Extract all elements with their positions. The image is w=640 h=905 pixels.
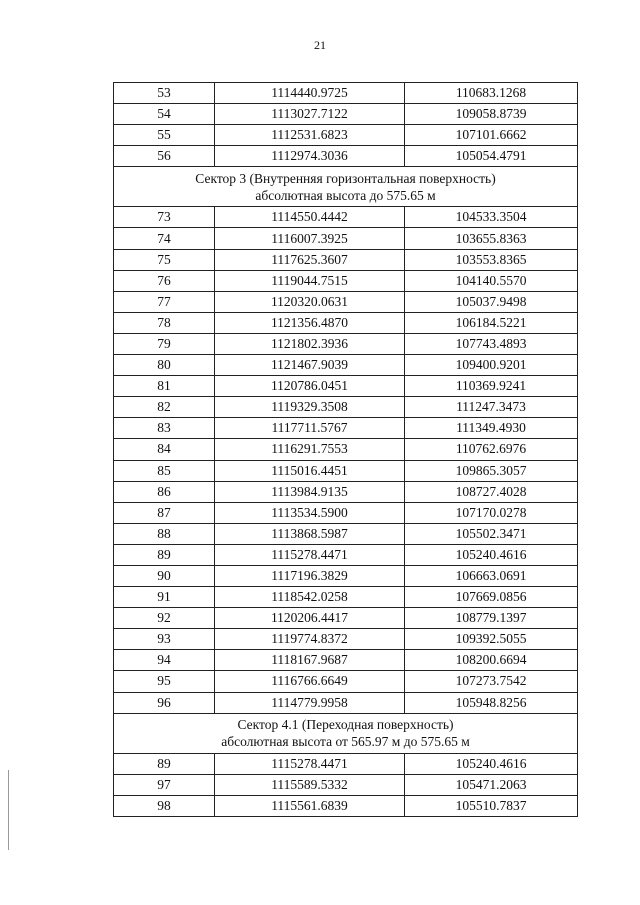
- point-number-cell: 91: [114, 587, 215, 608]
- y-coordinate-cell: 107273.7542: [405, 671, 578, 692]
- x-coordinate-cell: 1121356.4870: [215, 312, 405, 333]
- table-row: [114, 228, 578, 249]
- table-row: [114, 460, 578, 481]
- coordinates-table: [113, 82, 578, 817]
- x-coordinate-cell: 1121802.3936: [215, 333, 405, 354]
- x-coordinate-cell: 1112974.3036: [215, 146, 405, 167]
- table-row: [114, 270, 578, 291]
- point-number-cell: 89: [114, 753, 215, 774]
- y-coordinate-cell: 105948.8256: [405, 692, 578, 713]
- table-row: [114, 774, 578, 795]
- table-row: [114, 795, 578, 816]
- x-coordinate-cell: 1120320.0631: [215, 291, 405, 312]
- point-number-cell: 95: [114, 671, 215, 692]
- x-coordinate-cell: 1116766.6649: [215, 671, 405, 692]
- y-coordinate-cell: 105502.3471: [405, 523, 578, 544]
- point-number-cell: 54: [114, 104, 215, 125]
- point-number-cell: 82: [114, 397, 215, 418]
- y-coordinate-cell: 106184.5221: [405, 312, 578, 333]
- y-coordinate-cell: 107743.4893: [405, 333, 578, 354]
- table-row: [114, 650, 578, 671]
- y-coordinate-cell: 105510.7837: [405, 795, 578, 816]
- table-row: [114, 312, 578, 333]
- y-coordinate-cell: 110762.6976: [405, 439, 578, 460]
- x-coordinate-cell: 1118167.9687: [215, 650, 405, 671]
- table-row: [114, 146, 578, 167]
- point-number-cell: 89: [114, 544, 215, 565]
- table-row: [114, 207, 578, 228]
- table-row: [114, 481, 578, 502]
- table-row: [114, 587, 578, 608]
- table-row: [114, 249, 578, 270]
- table-row: [114, 355, 578, 376]
- sector-header-title: Сектор 4.1 (Переходная поверхность): [237, 717, 454, 733]
- x-coordinate-cell: 1113984.9135: [215, 481, 405, 502]
- table-row: [114, 83, 578, 104]
- y-coordinate-cell: 109392.5055: [405, 629, 578, 650]
- x-coordinate-cell: 1119044.7515: [215, 270, 405, 291]
- y-coordinate-cell: 108727.4028: [405, 481, 578, 502]
- x-coordinate-cell: 1116291.7553: [215, 439, 405, 460]
- x-coordinate-cell: 1121467.9039: [215, 355, 405, 376]
- y-coordinate-cell: 111349.4930: [405, 418, 578, 439]
- y-coordinate-cell: 105240.4616: [405, 544, 578, 565]
- sector-header-row: [114, 713, 578, 753]
- x-coordinate-cell: 1117711.5767: [215, 418, 405, 439]
- scan-edge-line: [8, 770, 9, 850]
- table-row: [114, 397, 578, 418]
- point-number-cell: 79: [114, 333, 215, 354]
- point-number-cell: 55: [114, 125, 215, 146]
- x-coordinate-cell: 1115589.5332: [215, 774, 405, 795]
- table-row: [114, 125, 578, 146]
- x-coordinate-cell: 1116007.3925: [215, 228, 405, 249]
- point-number-cell: 88: [114, 523, 215, 544]
- y-coordinate-cell: 111247.3473: [405, 397, 578, 418]
- point-number-cell: 86: [114, 481, 215, 502]
- table-row: [114, 439, 578, 460]
- sector-header-title: Сектор 3 (Внутренняя горизонтальная поверхность): [195, 170, 496, 186]
- point-number-cell: 98: [114, 795, 215, 816]
- sector-header: [114, 167, 578, 207]
- y-coordinate-cell: 104140.5570: [405, 270, 578, 291]
- x-coordinate-cell: 1113027.7122: [215, 104, 405, 125]
- y-coordinate-cell: 105054.4791: [405, 146, 578, 167]
- point-number-cell: 85: [114, 460, 215, 481]
- x-coordinate-cell: 1114550.4442: [215, 207, 405, 228]
- table-row: [114, 376, 578, 397]
- y-coordinate-cell: 105240.4616: [405, 753, 578, 774]
- x-coordinate-cell: 1115278.4471: [215, 753, 405, 774]
- y-coordinate-cell: 105471.2063: [405, 774, 578, 795]
- x-coordinate-cell: 1120206.4417: [215, 608, 405, 629]
- table-row: [114, 608, 578, 629]
- x-coordinate-cell: 1117625.3607: [215, 249, 405, 270]
- sector-header-altitude: абсолютная высота от 565.97 м до 575.65 м: [221, 734, 470, 750]
- point-number-cell: 81: [114, 376, 215, 397]
- x-coordinate-cell: 1112531.6823: [215, 125, 405, 146]
- table-row: [114, 502, 578, 523]
- table-row: [114, 753, 578, 774]
- y-coordinate-cell: 110369.9241: [405, 376, 578, 397]
- y-coordinate-cell: 103655.8363: [405, 228, 578, 249]
- point-number-cell: 97: [114, 774, 215, 795]
- table-row: [114, 291, 578, 312]
- point-number-cell: 53: [114, 83, 215, 104]
- point-number-cell: 92: [114, 608, 215, 629]
- x-coordinate-cell: 1114779.9958: [215, 692, 405, 713]
- y-coordinate-cell: 107101.6662: [405, 125, 578, 146]
- table-row: [114, 523, 578, 544]
- point-number-cell: 76: [114, 270, 215, 291]
- point-number-cell: 87: [114, 502, 215, 523]
- y-coordinate-cell: 108779.1397: [405, 608, 578, 629]
- point-number-cell: 94: [114, 650, 215, 671]
- x-coordinate-cell: 1120786.0451: [215, 376, 405, 397]
- y-coordinate-cell: 105037.9498: [405, 291, 578, 312]
- x-coordinate-cell: 1119774.8372: [215, 629, 405, 650]
- y-coordinate-cell: 104533.3504: [405, 207, 578, 228]
- point-number-cell: 83: [114, 418, 215, 439]
- point-number-cell: 73: [114, 207, 215, 228]
- x-coordinate-cell: 1115016.4451: [215, 460, 405, 481]
- x-coordinate-cell: 1114440.9725: [215, 83, 405, 104]
- x-coordinate-cell: 1115561.6839: [215, 795, 405, 816]
- y-coordinate-cell: 107669.0856: [405, 587, 578, 608]
- x-coordinate-cell: 1118542.0258: [215, 587, 405, 608]
- table-row: [114, 333, 578, 354]
- coordinates-table-body: [114, 83, 578, 817]
- y-coordinate-cell: 110683.1268: [405, 83, 578, 104]
- table-row: [114, 565, 578, 586]
- x-coordinate-cell: 1115278.4471: [215, 544, 405, 565]
- y-coordinate-cell: 109058.8739: [405, 104, 578, 125]
- sector-header-row: [114, 167, 578, 207]
- table-row: [114, 692, 578, 713]
- point-number-cell: 78: [114, 312, 215, 333]
- point-number-cell: 75: [114, 249, 215, 270]
- point-number-cell: 77: [114, 291, 215, 312]
- point-number-cell: 84: [114, 439, 215, 460]
- point-number-cell: 74: [114, 228, 215, 249]
- table-row: [114, 671, 578, 692]
- page-number: 21: [314, 38, 326, 52]
- y-coordinate-cell: 108200.6694: [405, 650, 578, 671]
- point-number-cell: 80: [114, 355, 215, 376]
- y-coordinate-cell: 106663.0691: [405, 565, 578, 586]
- table-row: [114, 418, 578, 439]
- point-number-cell: 90: [114, 565, 215, 586]
- point-number-cell: 96: [114, 692, 215, 713]
- x-coordinate-cell: 1119329.3508: [215, 397, 405, 418]
- point-number-cell: 93: [114, 629, 215, 650]
- y-coordinate-cell: 103553.8365: [405, 249, 578, 270]
- table-row: [114, 544, 578, 565]
- x-coordinate-cell: 1117196.3829: [215, 565, 405, 586]
- y-coordinate-cell: 107170.0278: [405, 502, 578, 523]
- sector-header-altitude: абсолютная высота до 575.65 м: [255, 187, 436, 203]
- table-row: [114, 104, 578, 125]
- y-coordinate-cell: 109400.9201: [405, 355, 578, 376]
- point-number-cell: 56: [114, 146, 215, 167]
- sector-header: [114, 713, 578, 753]
- y-coordinate-cell: 109865.3057: [405, 460, 578, 481]
- x-coordinate-cell: 1113868.5987: [215, 523, 405, 544]
- x-coordinate-cell: 1113534.5900: [215, 502, 405, 523]
- table-row: [114, 629, 578, 650]
